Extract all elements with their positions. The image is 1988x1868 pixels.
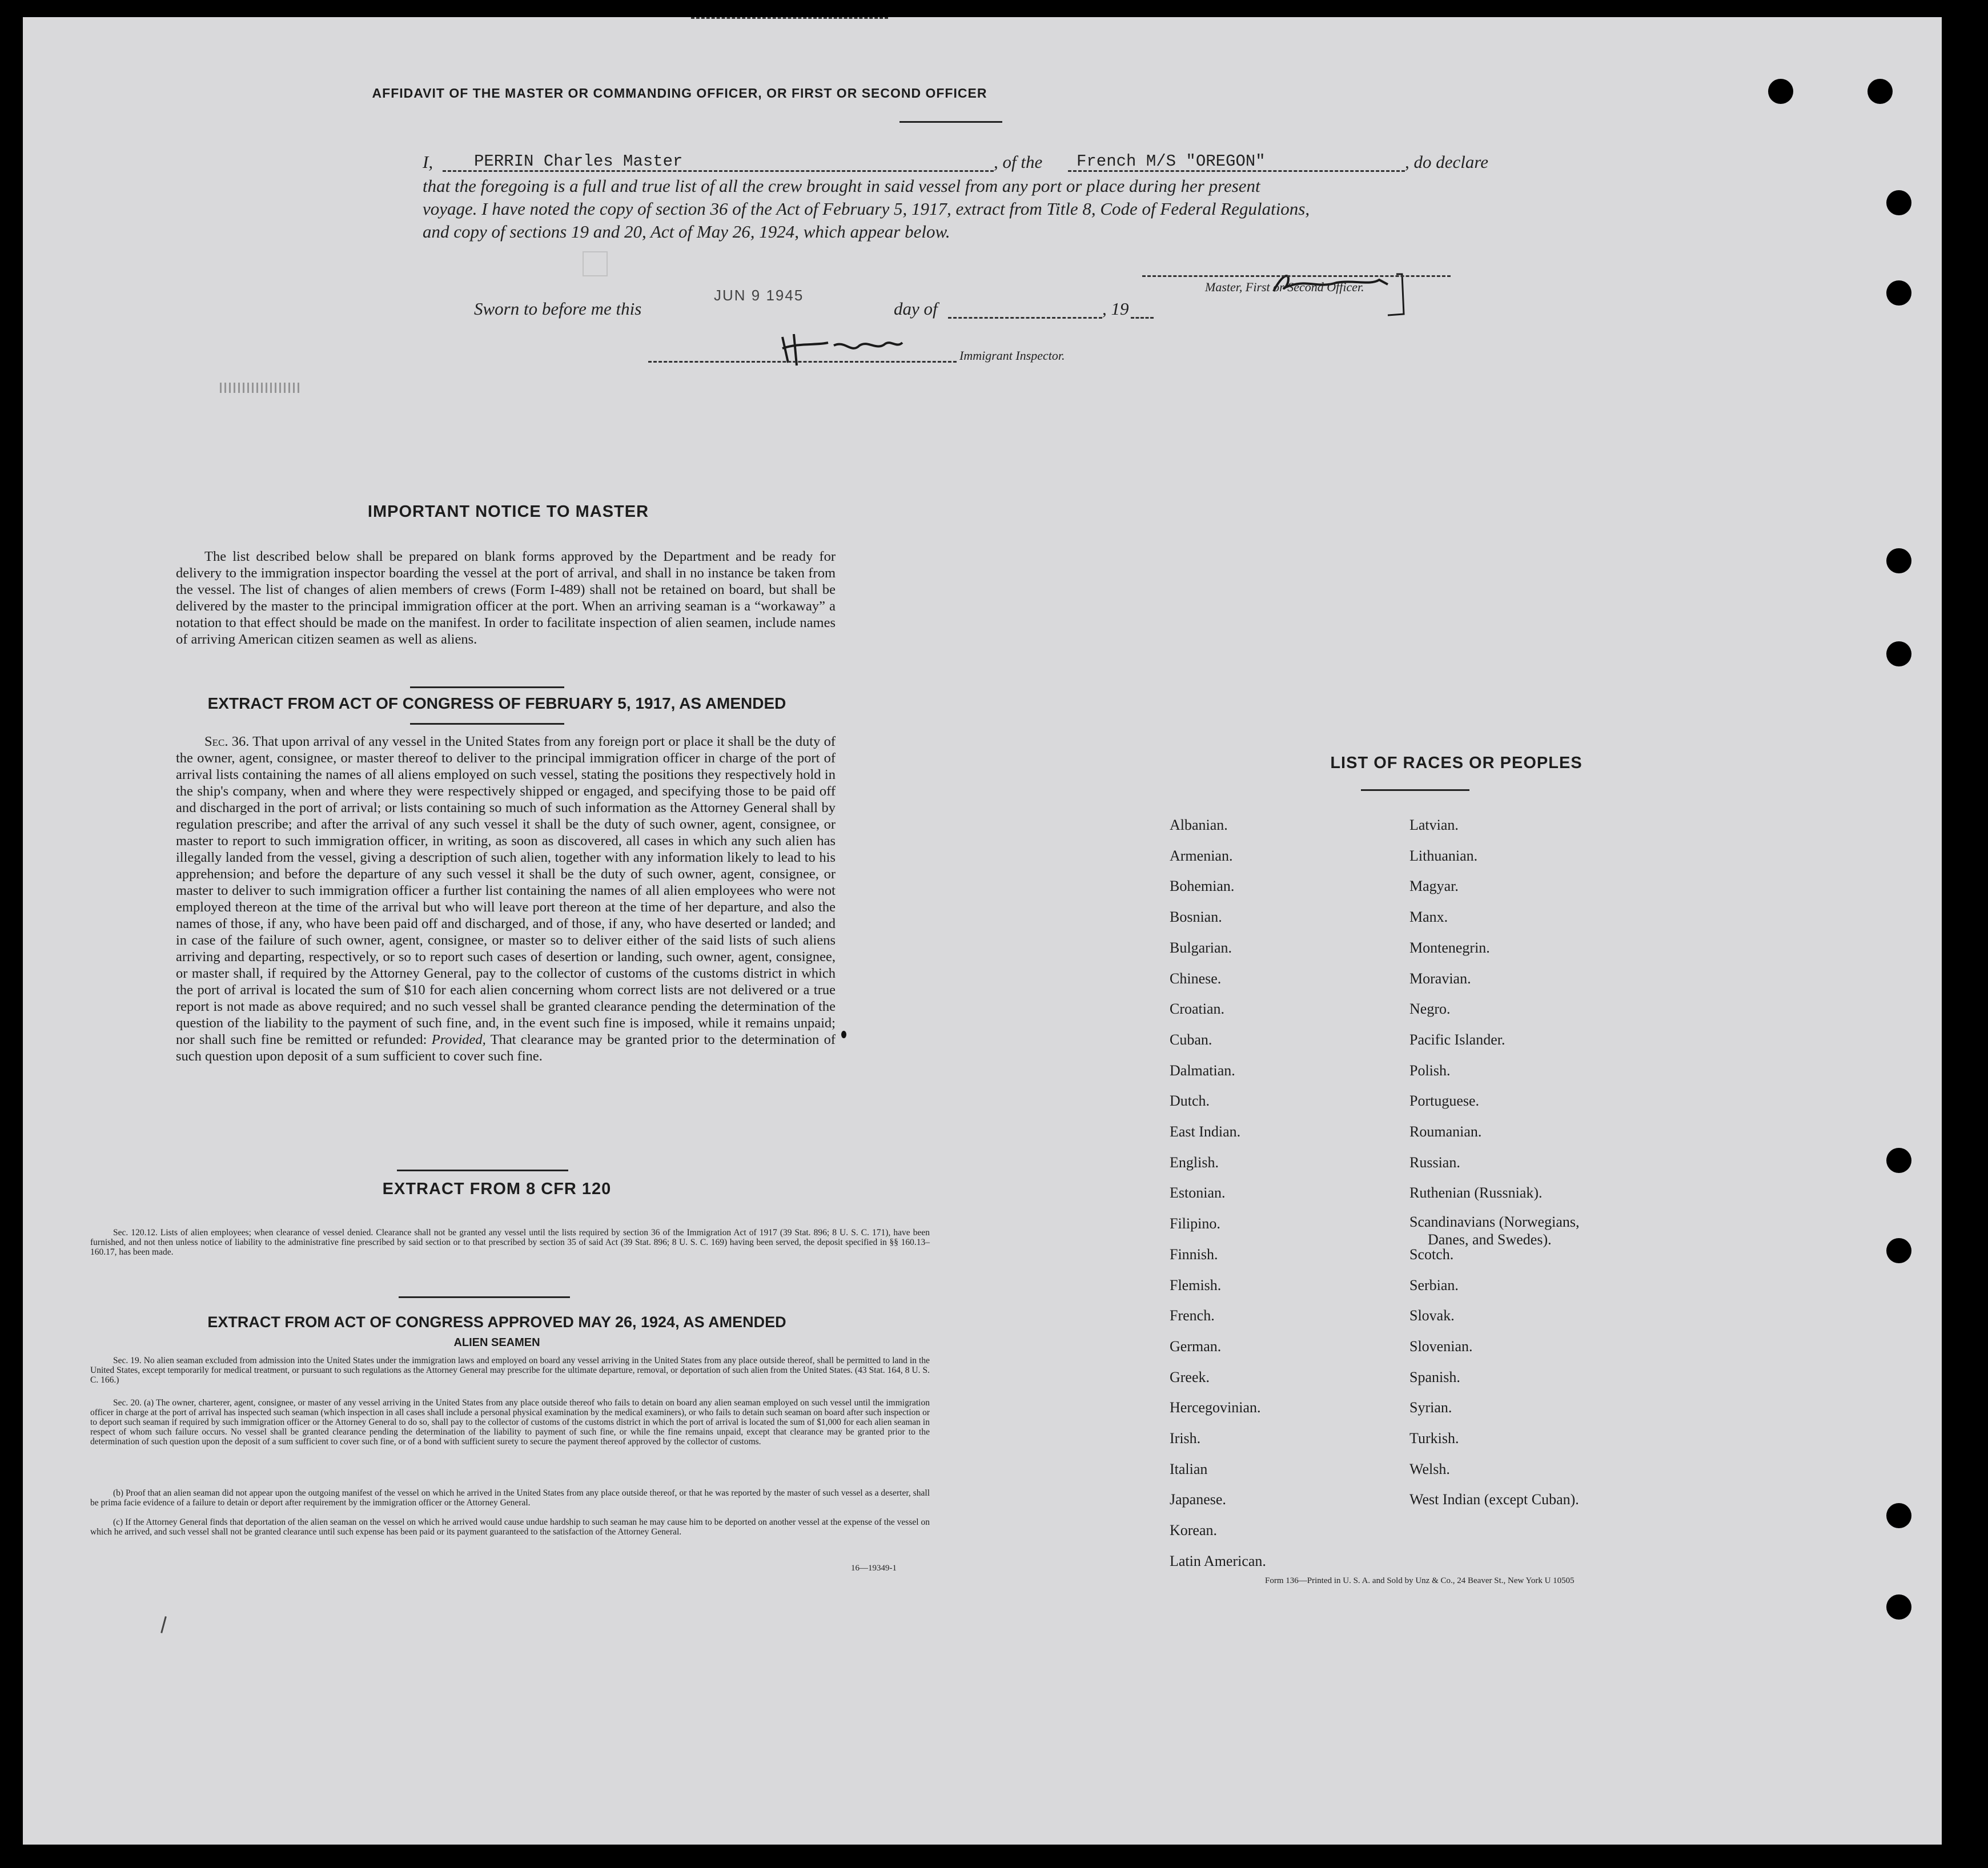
race-item: Montenegrin. (1409, 939, 1490, 956)
race-item: Chinese. (1170, 970, 1222, 987)
race-item: Syrian. (1409, 1399, 1452, 1416)
sec-20c-text: (c) If the Attorney General finds that deportation of the alien seaman on the vessel on which he arrived would cause undue hardship to such seaman he may cause him to be deported on another vessel at the expense of the vessel on which he arrived, and such vessel shall not be granted clearance until such expense has been paid or its payment guaranteed to the satisfaction of the Attorney General. (90, 1517, 930, 1537)
race-item: Hercegovinian. (1170, 1399, 1261, 1416)
divider-1 (410, 686, 564, 688)
binder-hole (1886, 1148, 1911, 1173)
do-declare-label: , do declare (1405, 152, 1489, 172)
extract-1917-body (176, 733, 836, 1064)
i-label: I, (423, 152, 433, 172)
race-item: Negro. (1409, 1001, 1451, 1018)
vessel-name-field[interactable]: French M/S "OREGON" (1077, 152, 1266, 171)
race-item: Slovenian. (1409, 1337, 1473, 1355)
binder-hole (1886, 280, 1911, 306)
race-item: Slovak. (1409, 1307, 1455, 1324)
divider-4 (399, 1296, 570, 1298)
race-item: Pacific Islander. (1409, 1031, 1505, 1048)
race-item: Serbian. (1409, 1276, 1459, 1293)
extract-1917-title: EXTRACT FROM ACT OF CONGRESS OF FEBRUARY 5, 1917, AS AMENDED (207, 694, 786, 712)
race-item: Filipino. (1170, 1215, 1220, 1232)
race-item: Albanian. (1170, 817, 1228, 833)
race-item: Manx. (1409, 909, 1448, 926)
binder-hole (1886, 190, 1911, 215)
race-item: Estonian. (1170, 1184, 1226, 1202)
race-item: Scotch. (1409, 1246, 1454, 1263)
form-number: 16—19349-1 (851, 1564, 897, 1573)
binder-hole (1886, 641, 1911, 666)
notice-title: IMPORTANT NOTICE TO MASTER (367, 503, 649, 521)
declaration-line-2: that the foregoing is a full and true list of all the crew brought in said vessel from any port or place during her present (423, 176, 1260, 196)
ink-scratch (160, 1616, 167, 1633)
affidavit-title: AFFIDAVIT OF THE MASTER OR COMMANDING OFFICER, OR FIRST OR SECOND OFFICER (372, 86, 987, 101)
binder-hole (1886, 1238, 1911, 1263)
provided-text: That clearance may be granted prior to the determination of such question upon deposit of a sum sufficient to cover such fine. (176, 1032, 836, 1064)
race-item: Magyar. (1409, 878, 1459, 895)
ink-dot (841, 1031, 846, 1038)
race-item: Dalmatian. (1170, 1062, 1235, 1079)
sworn-label: Sworn to before me this (474, 299, 642, 319)
inspector-signature (765, 320, 937, 377)
month-line (948, 317, 1102, 319)
race-item: Croatian. (1170, 1001, 1225, 1018)
sworn-date-line (691, 17, 888, 19)
inspector-signature-line (648, 361, 957, 363)
declaration-line-1 (423, 152, 433, 172)
race-item: Portuguese. (1409, 1092, 1480, 1110)
master-name-field[interactable]: PERRIN Charles Master (474, 152, 683, 171)
race-item: Danes, and Swedes). (1428, 1231, 1552, 1248)
race-item: German. (1170, 1337, 1222, 1355)
race-item: Roumanian. (1409, 1123, 1482, 1140)
race-item: Bosnian. (1170, 909, 1222, 926)
document-page (23, 17, 1942, 1845)
binder-hole (1867, 79, 1893, 104)
race-item: English. (1170, 1154, 1219, 1171)
race-item: Turkish. (1409, 1430, 1459, 1447)
race-item: Dutch. (1170, 1092, 1210, 1110)
race-item: Japanese. (1170, 1491, 1226, 1508)
inspector-caption: Immigrant Inspector. (959, 348, 1065, 363)
race-item: Russian. (1409, 1154, 1460, 1171)
extract-1924-title: EXTRACT FROM ACT OF CONGRESS APPROVED MAY 26, 1924, AS AMENDED (207, 1313, 786, 1331)
declaration-line-3: voyage. I have noted the copy of section 36 of the Act of February 5, 1917, extract from Title 8, Code of Federal Regulations, (423, 199, 1310, 219)
race-item: Korean. (1170, 1522, 1218, 1539)
binder-hole (1768, 79, 1793, 104)
race-item: Irish. (1170, 1430, 1201, 1447)
race-item: Flemish. (1170, 1276, 1222, 1293)
race-item: Latvian. (1409, 817, 1459, 833)
race-item: Finnish. (1170, 1246, 1218, 1263)
races-title: LIST OF RACES OR PEOPLES (1330, 754, 1583, 772)
date-stamp: JUN 9 1945 (714, 287, 804, 304)
sec-20b-text: (b) Proof that an alien seaman did not appear upon the outgoing manifest of the vessel on which he arrived in the United States from any place outside thereof, or that he was reported by the master of such vessel as a deserter, shall be prima facie evidence of a failure to detain or deport after requirement by the immigration officer or the Attorney General. (90, 1488, 930, 1508)
divider-2 (410, 723, 564, 725)
race-item: Ruthenian (Russniak). (1409, 1184, 1543, 1202)
binder-hole (1886, 1594, 1911, 1620)
race-item: Italian (1170, 1460, 1208, 1477)
binder-hole (1886, 1503, 1911, 1528)
race-item: French. (1170, 1307, 1215, 1324)
extract-1924-subtitle: ALIEN SEAMEN (453, 1336, 540, 1349)
year-label: , 19 (1102, 299, 1129, 319)
binder-hole (1886, 548, 1911, 573)
cfr-body: Sec. 120.12. Lists of alien employees; when clearance of vessel denied. Clearance shall not be granted any vessel until the lists required by section 36 of the Immigration Act of 1917 (39 Stat. 896; 8 U. S. C. 171), have been furnished, and not then unless notice of liability to the administrative fine prescribed by said section or to that prescribed by section 35 of said Act (39 Stat. 896; 8 U. S. C. 169) having been served, the deposit specified in §§ 160.13–160.17, has been made. (90, 1228, 930, 1257)
race-item: Welsh. (1409, 1460, 1450, 1477)
sec-36-label: Sec. 36. (204, 734, 250, 749)
race-item: Armenian. (1170, 847, 1233, 864)
race-item: Lithuanian. (1409, 847, 1478, 864)
race-item: Bohemian. (1170, 878, 1235, 895)
title-divider (899, 121, 1002, 123)
race-item: Greek. (1170, 1368, 1210, 1385)
race-item: Moravian. (1409, 970, 1471, 987)
races-divider (1361, 789, 1469, 791)
race-item: Latin American. (1170, 1552, 1266, 1569)
provided-label: Provided, (431, 1032, 486, 1047)
divider-3 (397, 1170, 568, 1171)
master-caption: Master, First or Second Officer. (1205, 280, 1364, 294)
declaration-line-4: and copy of sections 19 and 20, Act of May 26, 1924, which appear below. (423, 222, 950, 242)
printer-credit: Form 136—Printed in U. S. A. and Sold by Unz & Co., 24 Beaver St., New York U 10505 (1265, 1576, 1575, 1585)
notice-body: The list described below shall be prepared on blank forms approved by the Department and be ready for delivery to the immigration inspector boarding the vessel at the port of arrival, and shall in no instance be taken from the vessel. The list of changes of alien members of crews (Form I-489) shall not be retained on board, but shall be delivered by the master to the principal immigration officer at the port. When an arriving seaman is a “workaway” a notation to that effect should be made on the manifest. In order to facilitate inspection of alien seamen, include names of arriving American citizen seamen as well as aliens. (176, 549, 836, 647)
race-item: Spanish. (1409, 1368, 1460, 1385)
race-item: Bulgarian. (1170, 939, 1232, 956)
race-item: Cuban. (1170, 1031, 1212, 1048)
day-of-label: day of (894, 299, 938, 319)
faint-ink-mark (220, 383, 300, 393)
race-item: East Indian. (1170, 1123, 1241, 1140)
of-the-label: , of the (994, 152, 1043, 172)
sec-19-text: Sec. 19. No alien seaman excluded from admission into the United States under the immigration laws and employed on board any vessel arriving in the United States from any place outside thereof, shall be permitted to land in the United States, except temporarily for medical treatment, or pursuant to such regulations as the Attorney General may prescribe for the ultimate departure, removal, or deportation of such alien from the United States. (43 Stat. 164, 8 U. S. C. 166.) (90, 1356, 930, 1385)
race-item: Polish. (1409, 1062, 1451, 1079)
sec-36-text: That upon arrival of any vessel in the United States from any foreign port or place it shall be the duty of the owner, agent, consignee, or master thereof to deliver to the principal immigration officer in charge of the port of arrival lists containing the names of all aliens employed on such vessel, stating the positions they respectively hold in the ship's company, when and where they were respectively shipped or engaged, and specifying those to be paid off and discharged in the port of arrival; or lists containing so much of such information as the Attorney General shall by regulation prescribe; and after the arrival of any such vessel it shall be the duty of such owner, agent, consignee, or master to report to such immigration officer, in writing, as soon as discovered, all cases in which any such alien has illegally landed from the vessel, giving a description of such alien, together with any information likely to lead to his apprehension; and before the departure of any such vessel it shall be the duty of such owner, agent, consignee, or master to deliver to such immigration officer a further list containing the names of all alien employees who were not employed thereon at the time of the arrival but who will leave port thereon at the time of her departure, and also the names of those, if any, who have been paid off and discharged, and of those, if any, who have deserted or landed; and in case of the failure of such owner, agent, consignee, or master so to deliver either of the said lists of such aliens arriving and departing, respectively, or so to report such cases of desertion or landing, such owner, agent, consignee, or master shall, if required by the Attorney General, pay to the collector of customs of the customs district in which the port of arrival is located the sum of $10 for each alien concerning whom correct lists are not delivered or a true report is not made as above required; and no such vessel shall be granted clearance pending the determination of the question of the liability to the payment of such fine, and, in the event such fine is imposed, while it remains unpaid; nor shall such fine be remitted or refunded: (176, 734, 836, 1047)
faint-stamp-mark (583, 251, 608, 276)
race-item: West Indian (except Cuban). (1409, 1491, 1579, 1508)
cfr-title: EXTRACT FROM 8 CFR 120 (382, 1180, 612, 1198)
year-line (1131, 317, 1154, 319)
sec-20a-text: Sec. 20. (a) The owner, charterer, agent, consignee, or master of any vessel arriving in the United States from any place outside thereof who fails to detain on board any alien seaman employed on such vessel until the immigration officer in charge at the port of arrival has inspected such seaman (which inspection in all cases shall include a personal physical examination by the medical examiners), or who fails to detain such seaman on board after such inspection or to deport such seaman if required by such immigration officer or the Attorney General to do so, shall pay to the collector of customs of the customs district in which the port of arrival is located the sum of $1,000 for each alien seaman in respect of whom such failure occurs. No vessel shall be granted clearance pending the determination of the liability to payment of such fine, or while the fine remains unpaid, except that clearance may be granted prior to the determination of such question upon the deposit of a sum sufficient to cover such fine, or of a bond with sufficient surety to secure the payment thereof approved by the collector of customs. (90, 1398, 930, 1447)
race-item: Scandinavians (Norwegians, (1409, 1214, 1580, 1231)
master-signature-line (1142, 275, 1451, 277)
